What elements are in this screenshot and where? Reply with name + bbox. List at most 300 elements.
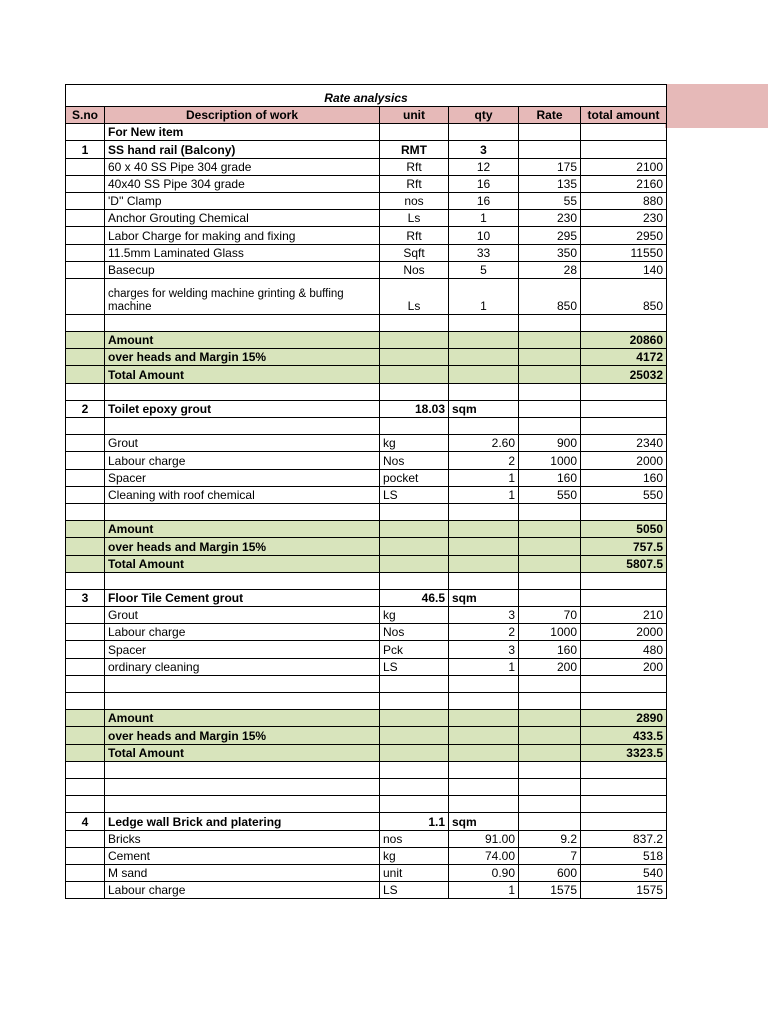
title-row: [66, 85, 667, 107]
cell-rate: [519, 314, 581, 331]
cell-sno: [66, 882, 105, 899]
cell-total-amount: 2160: [581, 175, 667, 192]
cell-unit: [380, 796, 449, 813]
cell-total-amount: 3323.5: [581, 744, 667, 761]
cell-rate: 900: [519, 435, 581, 452]
cell-total-amount: [581, 675, 667, 692]
cell-rate: 350: [519, 244, 581, 261]
cell-rate: [519, 332, 581, 349]
cell-rate: [519, 418, 581, 435]
table-row: [66, 710, 667, 727]
cell-rate: [519, 778, 581, 795]
cell-description: over heads and Margin 15%: [105, 538, 380, 555]
cell-total-amount: 4172: [581, 349, 667, 366]
cell-unit: Sqft: [380, 244, 449, 261]
cell-rate: [519, 124, 581, 141]
header-row: [66, 107, 667, 124]
cell-total-amount: 200: [581, 658, 667, 675]
cell-unit: [380, 744, 449, 761]
cell-total-amount: [581, 314, 667, 331]
cell-qty: 16: [449, 192, 519, 209]
table-row: [66, 175, 667, 192]
cell-rate: [519, 744, 581, 761]
cell-sno: [66, 727, 105, 744]
cell-description: M sand: [105, 864, 380, 881]
cell-sno: [66, 864, 105, 881]
cell-total-amount: 5807.5: [581, 555, 667, 572]
cell-qty: [449, 314, 519, 331]
cell-sno: [66, 675, 105, 692]
cell-total-amount: 2340: [581, 435, 667, 452]
cell-sno: [66, 847, 105, 864]
table-row: [66, 158, 667, 175]
cell-rate: [519, 675, 581, 692]
cell-unit: Rft: [380, 175, 449, 192]
cell-description: [105, 778, 380, 795]
cell-description: 'D'' Clamp: [105, 192, 380, 209]
cell-qty: [449, 778, 519, 795]
sheet-title: Rate analysics: [66, 85, 667, 107]
cell-sno: [66, 658, 105, 675]
cell-qty: [449, 124, 519, 141]
cell-rate: 28: [519, 261, 581, 278]
cell-qty: 3: [449, 607, 519, 624]
table-row: [66, 778, 667, 795]
cell-rate: [519, 589, 581, 606]
cell-description: Spacer: [105, 641, 380, 658]
cell-description: Cement: [105, 847, 380, 864]
table-row: [66, 278, 667, 314]
table-row: [66, 658, 667, 675]
cell-unit: [380, 761, 449, 778]
cell-rate: [519, 538, 581, 555]
cell-unit: [380, 503, 449, 520]
cell-sno: [66, 227, 105, 244]
cell-sno: [66, 572, 105, 589]
cell-rate: [519, 693, 581, 710]
cell-rate: [519, 400, 581, 417]
cell-description: [105, 418, 380, 435]
cell-sno: [66, 503, 105, 520]
cell-qty: 74.00: [449, 847, 519, 864]
cell-unit: [380, 538, 449, 555]
cell-description: [105, 675, 380, 692]
table-row: [66, 882, 667, 899]
cell-description: Grout: [105, 435, 380, 452]
cell-sno: 3: [66, 589, 105, 606]
cell-qty: [449, 572, 519, 589]
cell-qty: 2: [449, 452, 519, 469]
table-row: [66, 641, 667, 658]
cell-total-amount: 160: [581, 469, 667, 486]
cell-total-amount: [581, 589, 667, 606]
cell-qty: 3: [449, 641, 519, 658]
cell-description: Grout: [105, 607, 380, 624]
cell-unit: kg: [380, 607, 449, 624]
header-unit: unit: [380, 107, 449, 124]
cell-total-amount: [581, 383, 667, 400]
cell-sno: [66, 244, 105, 261]
table-row: [66, 141, 667, 158]
cell-description: Anchor Grouting Chemical: [105, 210, 380, 227]
cell-rate: 1575: [519, 882, 581, 899]
cell-description: Toilet epoxy grout: [105, 400, 380, 417]
cell-sno: [66, 521, 105, 538]
cell-rate: [519, 710, 581, 727]
cell-qty: 1: [449, 658, 519, 675]
cell-sno: 4: [66, 813, 105, 830]
cell-qty: [449, 727, 519, 744]
cell-description: Labor Charge for making and fixing: [105, 227, 380, 244]
cell-sno: [66, 278, 105, 314]
cell-qty: [449, 418, 519, 435]
cell-total-amount: 2890: [581, 710, 667, 727]
table-row: [66, 192, 667, 209]
cell-qty: [449, 366, 519, 383]
cell-description: 11.5mm Laminated Glass: [105, 244, 380, 261]
cell-rate: [519, 521, 581, 538]
cell-rate: 200: [519, 658, 581, 675]
cell-unit: [380, 555, 449, 572]
cell-rate: 7: [519, 847, 581, 864]
cell-unit: Ls: [380, 210, 449, 227]
cell-sno: [66, 349, 105, 366]
table-row: [66, 400, 667, 417]
cell-unit: [380, 710, 449, 727]
cell-unit: kg: [380, 435, 449, 452]
cell-unit: [380, 418, 449, 435]
cell-rate: [519, 813, 581, 830]
cell-sno: [66, 366, 105, 383]
cell-total-amount: [581, 761, 667, 778]
cell-description: Total Amount: [105, 744, 380, 761]
cell-rate: [519, 761, 581, 778]
cell-total-amount: 210: [581, 607, 667, 624]
cell-unit: 46.5: [380, 589, 449, 606]
cell-unit: [380, 693, 449, 710]
header-sno: S.no: [66, 107, 105, 124]
cell-description: Amount: [105, 710, 380, 727]
header-qty: qty: [449, 107, 519, 124]
cell-total-amount: 11550: [581, 244, 667, 261]
table-row: [66, 521, 667, 538]
table-row: [66, 227, 667, 244]
cell-rate: 135: [519, 175, 581, 192]
cell-qty: 1: [449, 210, 519, 227]
cell-qty: [449, 332, 519, 349]
cell-total-amount: 540: [581, 864, 667, 881]
cell-total-amount: 230: [581, 210, 667, 227]
cell-unit: [380, 727, 449, 744]
cell-unit: [380, 572, 449, 589]
cell-rate: [519, 366, 581, 383]
cell-qty: 0.90: [449, 864, 519, 881]
cell-qty: 1: [449, 469, 519, 486]
cell-sno: [66, 830, 105, 847]
cell-total-amount: [581, 572, 667, 589]
cell-sno: 1: [66, 141, 105, 158]
cell-description: [105, 314, 380, 331]
cell-total-amount: [581, 124, 667, 141]
cell-total-amount: 20860: [581, 332, 667, 349]
cell-rate: [519, 349, 581, 366]
table-row: [66, 538, 667, 555]
cell-description: Labour charge: [105, 624, 380, 641]
cell-description: charges for welding machine grinting & buffing machine: [105, 278, 380, 314]
cell-unit: Rft: [380, 227, 449, 244]
header-description: Description of work: [105, 107, 380, 124]
cell-unit: [380, 675, 449, 692]
cell-sno: [66, 124, 105, 141]
cell-qty: [449, 538, 519, 555]
cell-qty: 2: [449, 624, 519, 641]
cell-unit: Nos: [380, 452, 449, 469]
cell-qty: sqm: [449, 813, 519, 830]
cell-description: ordinary cleaning: [105, 658, 380, 675]
cell-sno: [66, 641, 105, 658]
table-row: [66, 210, 667, 227]
table-row: [66, 314, 667, 331]
table-row: [66, 744, 667, 761]
cell-qty: [449, 761, 519, 778]
cell-rate: [519, 555, 581, 572]
table-row: [66, 349, 667, 366]
header-total-amount: total amount: [581, 107, 667, 124]
cell-total-amount: [581, 400, 667, 417]
cell-unit: LS: [380, 486, 449, 503]
table-row: [66, 830, 667, 847]
cell-qty: 10: [449, 227, 519, 244]
cell-sno: [66, 744, 105, 761]
cell-rate: 9.2: [519, 830, 581, 847]
cell-sno: [66, 210, 105, 227]
cell-description: For New item: [105, 124, 380, 141]
table-row: [66, 418, 667, 435]
table-row: [66, 796, 667, 813]
cell-rate: 295: [519, 227, 581, 244]
table-row: [66, 503, 667, 520]
cell-rate: 1000: [519, 624, 581, 641]
cell-total-amount: [581, 813, 667, 830]
cell-sno: 2: [66, 400, 105, 417]
cell-total-amount: 518: [581, 847, 667, 864]
cell-sno: [66, 469, 105, 486]
table-row: [66, 124, 667, 141]
cell-sno: [66, 778, 105, 795]
cell-unit: [380, 521, 449, 538]
cell-total-amount: 433.5: [581, 727, 667, 744]
cell-sno: [66, 761, 105, 778]
cell-unit: Nos: [380, 261, 449, 278]
cell-description: Total Amount: [105, 366, 380, 383]
cell-sno: [66, 383, 105, 400]
cell-unit: Rft: [380, 158, 449, 175]
cell-sno: [66, 418, 105, 435]
table-row: [66, 675, 667, 692]
cell-description: [105, 796, 380, 813]
cell-rate: 550: [519, 486, 581, 503]
cell-unit: LS: [380, 658, 449, 675]
header-rate: Rate: [519, 107, 581, 124]
cell-total-amount: 2000: [581, 624, 667, 641]
cell-description: over heads and Margin 15%: [105, 349, 380, 366]
cell-unit: nos: [380, 830, 449, 847]
cell-qty: 33: [449, 244, 519, 261]
cell-sno: [66, 693, 105, 710]
table-row: [66, 261, 667, 278]
cell-sno: [66, 158, 105, 175]
cell-rate: [519, 796, 581, 813]
cell-sno: [66, 192, 105, 209]
cell-sno: [66, 314, 105, 331]
cell-rate: 55: [519, 192, 581, 209]
cell-unit: 1.1: [380, 813, 449, 830]
cell-unit: [380, 332, 449, 349]
cell-rate: [519, 727, 581, 744]
cell-qty: [449, 675, 519, 692]
cell-qty: sqm: [449, 589, 519, 606]
cell-qty: 16: [449, 175, 519, 192]
cell-unit: Pck: [380, 641, 449, 658]
table-row: [66, 486, 667, 503]
cell-sno: [66, 261, 105, 278]
cell-rate: 175: [519, 158, 581, 175]
cell-description: Ledge wall Brick and platering: [105, 813, 380, 830]
cell-description: [105, 503, 380, 520]
cell-total-amount: [581, 141, 667, 158]
cell-description: [105, 761, 380, 778]
cell-qty: 1: [449, 278, 519, 314]
table-row: [66, 847, 667, 864]
cell-rate: 160: [519, 469, 581, 486]
table-row: [66, 727, 667, 744]
cell-description: 40x40 SS Pipe 304 grade: [105, 175, 380, 192]
cell-sno: [66, 538, 105, 555]
cell-sno: [66, 796, 105, 813]
cell-total-amount: 2000: [581, 452, 667, 469]
cell-rate: 230: [519, 210, 581, 227]
cell-description: Basecup: [105, 261, 380, 278]
cell-unit: [380, 383, 449, 400]
table-row: [66, 572, 667, 589]
cell-qty: [449, 693, 519, 710]
cell-description: Labour charge: [105, 452, 380, 469]
cell-unit: kg: [380, 847, 449, 864]
cell-description: [105, 693, 380, 710]
cell-qty: [449, 710, 519, 727]
cell-rate: 160: [519, 641, 581, 658]
cell-qty: 1: [449, 486, 519, 503]
cell-description: Cleaning with roof chemical: [105, 486, 380, 503]
cell-rate: 1000: [519, 452, 581, 469]
cell-qty: 12: [449, 158, 519, 175]
cell-total-amount: [581, 778, 667, 795]
cell-unit: LS: [380, 882, 449, 899]
cell-qty: [449, 503, 519, 520]
cell-sno: [66, 624, 105, 641]
cell-unit: Nos: [380, 624, 449, 641]
cell-sno: [66, 452, 105, 469]
cell-description: Floor Tile Cement grout: [105, 589, 380, 606]
cell-total-amount: [581, 693, 667, 710]
cell-qty: 3: [449, 141, 519, 158]
cell-description: over heads and Margin 15%: [105, 727, 380, 744]
cell-unit: [380, 314, 449, 331]
cell-qty: [449, 796, 519, 813]
cell-total-amount: 2100: [581, 158, 667, 175]
cell-description: Spacer: [105, 469, 380, 486]
cell-qty: [449, 521, 519, 538]
cell-rate: [519, 503, 581, 520]
table-row: [66, 452, 667, 469]
cell-rate: [519, 383, 581, 400]
cell-qty: 91.00: [449, 830, 519, 847]
cell-qty: 1: [449, 882, 519, 899]
cell-total-amount: [581, 796, 667, 813]
cell-total-amount: 850: [581, 278, 667, 314]
cell-description: Bricks: [105, 830, 380, 847]
cell-qty: [449, 349, 519, 366]
table-row: [66, 366, 667, 383]
cell-qty: 2.60: [449, 435, 519, 452]
table-row: [66, 761, 667, 778]
cell-sno: [66, 607, 105, 624]
table-row: [66, 813, 667, 830]
cell-description: Labour charge: [105, 882, 380, 899]
table-row: [66, 607, 667, 624]
cell-unit: [380, 778, 449, 795]
cell-description: 60 x 40 SS Pipe 304 grade: [105, 158, 380, 175]
cell-total-amount: 837.2: [581, 830, 667, 847]
table-row: [66, 244, 667, 261]
cell-sno: [66, 175, 105, 192]
cell-total-amount: 5050: [581, 521, 667, 538]
cell-unit: [380, 366, 449, 383]
cell-description: [105, 572, 380, 589]
cell-qty: 5: [449, 261, 519, 278]
cell-sno: [66, 710, 105, 727]
cell-unit: pocket: [380, 469, 449, 486]
cell-unit: Ls: [380, 278, 449, 314]
cell-qty: [449, 555, 519, 572]
table-row: [66, 864, 667, 881]
cell-total-amount: 1575: [581, 882, 667, 899]
cell-sno: [66, 486, 105, 503]
cell-description: Amount: [105, 332, 380, 349]
cell-total-amount: 550: [581, 486, 667, 503]
cell-qty: sqm: [449, 400, 519, 417]
table-row: [66, 624, 667, 641]
table-row: [66, 693, 667, 710]
cell-description: Total Amount: [105, 555, 380, 572]
table-row: [66, 383, 667, 400]
rate-analysis-table: [65, 84, 667, 899]
cell-unit: 18.03: [380, 400, 449, 417]
table-row: [66, 469, 667, 486]
cell-description: SS hand rail (Balcony): [105, 141, 380, 158]
cell-rate: 600: [519, 864, 581, 881]
cell-description: [105, 383, 380, 400]
cell-sno: [66, 332, 105, 349]
cell-rate: [519, 141, 581, 158]
cell-total-amount: 25032: [581, 366, 667, 383]
cell-unit: [380, 124, 449, 141]
cell-rate: 850: [519, 278, 581, 314]
cell-rate: [519, 572, 581, 589]
cell-unit: RMT: [380, 141, 449, 158]
cell-description: Amount: [105, 521, 380, 538]
cell-qty: [449, 744, 519, 761]
